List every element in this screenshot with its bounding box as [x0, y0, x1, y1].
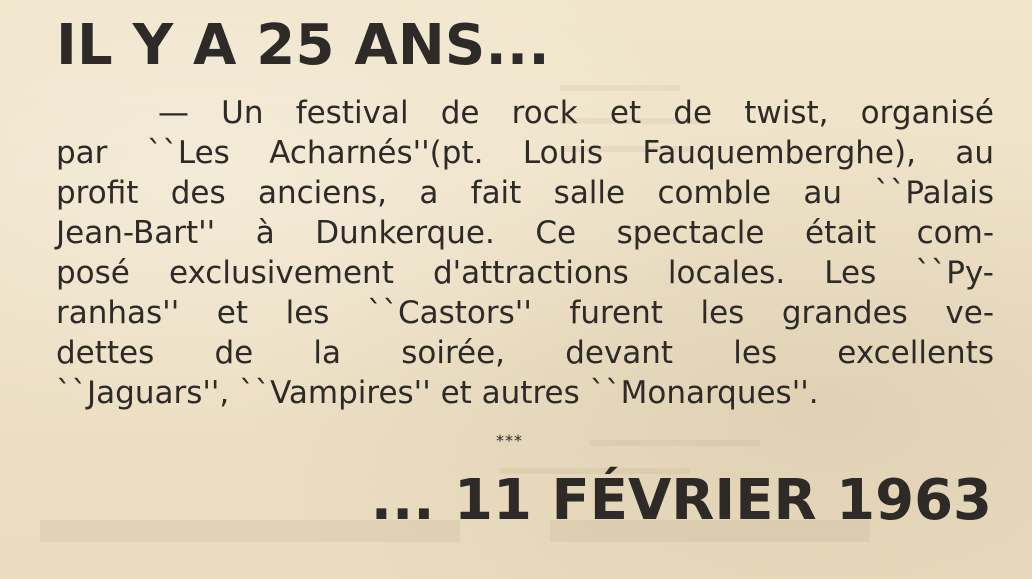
date-heading: ... 11 FÉVRIER 1963	[370, 468, 992, 533]
article-line: dettes de la soirée, devant les excellents	[56, 335, 994, 371]
article-line: Jean-Bart'' à Dunkerque. Ce spectacle était com-	[56, 215, 994, 251]
article-line: profit des anciens, a fait salle comble au ``Palais	[56, 175, 994, 211]
show-through-mark	[560, 85, 680, 91]
article-line: ``Jaguars'', ``Vampires'' et autres ``Monarques''.	[56, 375, 819, 411]
article-line: par ``Les Acharnés''(pt. Louis Fauquemberghe), au	[56, 135, 994, 171]
article-line: — Un festival de rock et de twist, organisé	[158, 95, 994, 131]
section-separator: ***	[496, 431, 523, 450]
article-line: posé exclusivement d'attractions locales. Les ``Py-	[56, 255, 994, 291]
show-through-mark	[590, 440, 760, 446]
article-body	[56, 93, 994, 413]
article-headline: IL Y A 25 ANS...	[56, 13, 550, 78]
article-line: ranhas'' et les ``Castors'' furent les grandes ve-	[56, 295, 994, 331]
